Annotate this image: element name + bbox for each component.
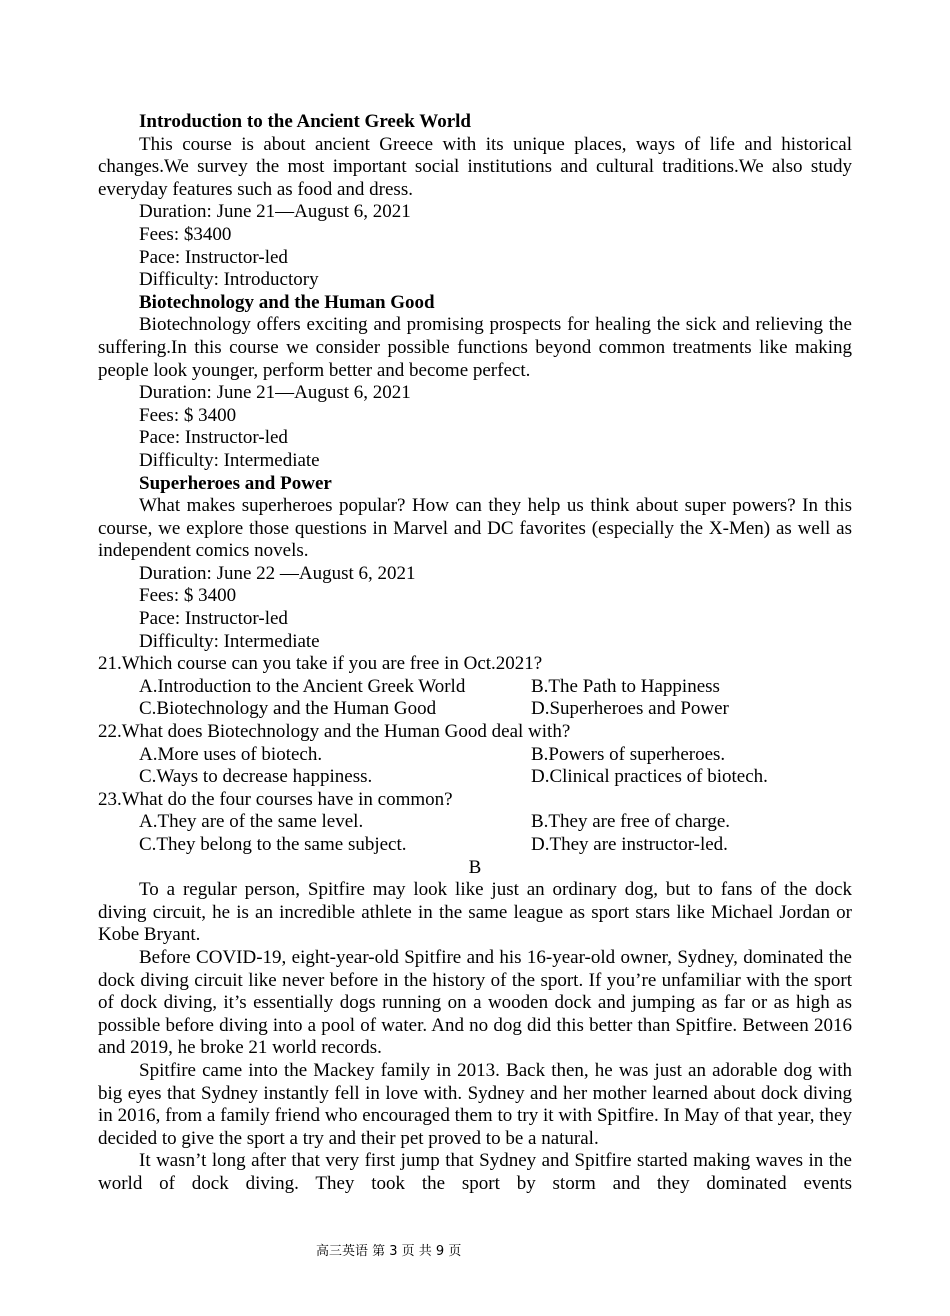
passage-paragraph: To a regular person, Spitfire may look like just an ordinary dog, but to fans of the dock diving circuit, he is an incredible athlete in the same league as sport stars like Michael Jordan or Kobe Bryant.: [98, 879, 852, 946]
option-a: A.They are of the same level.: [139, 811, 364, 833]
option-d: D.They are instructor-led.: [531, 834, 728, 855]
option-b: B.They are free of charge.: [531, 811, 731, 833]
exam-page: [98, 111, 852, 1196]
course-fees: Fees: $ 3400: [139, 404, 237, 426]
course-fees: Fees: $ 3400: [139, 585, 237, 607]
option-a: A.Introduction to the Ancient Greek World: [139, 675, 466, 697]
option-row: [98, 698, 852, 721]
course-title: Superheroes and Power: [139, 472, 332, 494]
section-label: B: [468, 856, 482, 878]
question-stem: 22.What does Biotechnology and the Human Good deal with?: [98, 721, 571, 743]
course-duration: Duration: June 22 —August 6, 2021: [139, 562, 416, 584]
course-fees: Fees: $3400: [139, 223, 232, 245]
option-d: D.Clinical practices of biotech.: [531, 766, 768, 788]
option-b: B.The Path to Happiness: [531, 675, 720, 697]
course-duration: Duration: June 21—August 6, 2021: [139, 201, 411, 223]
option-c: C.Ways to decrease happiness.: [139, 766, 373, 788]
option-c: C.Biotechnology and the Human Good: [139, 698, 437, 720]
course-difficulty: Difficulty: Intermediate: [139, 630, 320, 652]
course-duration: Duration: June 21—August 6, 2021: [139, 382, 411, 404]
page-footer: 高三英语 第 3 页 共 9 页: [316, 1244, 462, 1259]
course-title: Introduction to the Ancient Greek World: [139, 111, 471, 132]
option-row: [98, 766, 852, 789]
option-row: [98, 834, 852, 857]
option-d: D.Superheroes and Power: [531, 698, 729, 720]
option-row: [98, 744, 852, 767]
course-description: What makes superheroes popular? How can they help us think about super powers? In this course, we explore those questions in Marvel and DC favorites (especially the X-Men) as well as independent comics novels.: [98, 495, 852, 562]
option-c: C.They belong to the same subject.: [139, 834, 407, 855]
course-pace: Pace: Instructor-led: [139, 246, 288, 268]
option-a: A.More uses of biotech.: [139, 743, 323, 765]
course-pace: Pace: Instructor-led: [139, 608, 288, 630]
course-difficulty: Difficulty: Introductory: [139, 269, 319, 291]
passage-paragraph: It wasn’t long after that very first jump that Sydney and Spitfire started making waves in the world of dock diving. They took the sport by storm and they dominated events: [98, 1150, 852, 1194]
option-row: [98, 676, 852, 699]
course-description: Biotechnology offers exciting and promising prospects for healing the sick and relieving the suffering.In this course we consider possible functions beyond common treatments like making people look younger, perform better and become perfect.: [98, 314, 852, 381]
question-stem: 23.What do the four courses have in common?: [98, 788, 453, 810]
option-row: [98, 811, 852, 834]
course-description: This course is about ancient Greece with its unique places, ways of life and historical changes.We survey the most important social institutions and cultural traditions.We also study everyday features such as food and dress.: [98, 133, 852, 200]
course-difficulty: Difficulty: Intermediate: [139, 449, 320, 471]
passage-paragraph: Before COVID-19, eight-year-old Spitfire and his 16-year-old owner, Sydney, dominated the dock diving circuit like never before in the history of the sport. If you’re unfamiliar with the sport of dock diving, it’s essentially dogs running on a wooden dock and jumping as far or as high as possible before diving into a pool of water. And no dog did this better than Spitfire. Between 2016 and 2019, he broke 21 world records.: [98, 946, 852, 1059]
passage-paragraph: Spitfire came into the Mackey family in 2013. Back then, he was just an adorable dog with big eyes that Sydney instantly fell in love with. Sydney and her mother learned about dock diving in 2016, from a family friend who encouraged them to try it with Spitfire. In May of that year, they decided to give the sport a try and their pet proved to be a natural.: [98, 1059, 852, 1149]
course-pace: Pace: Instructor-led: [139, 427, 288, 449]
option-b: B.Powers of superheroes.: [531, 743, 726, 765]
course-title: Biotechnology and the Human Good: [139, 291, 435, 313]
question-stem: 21.Which course can you take if you are free in Oct.2021?: [98, 653, 543, 675]
